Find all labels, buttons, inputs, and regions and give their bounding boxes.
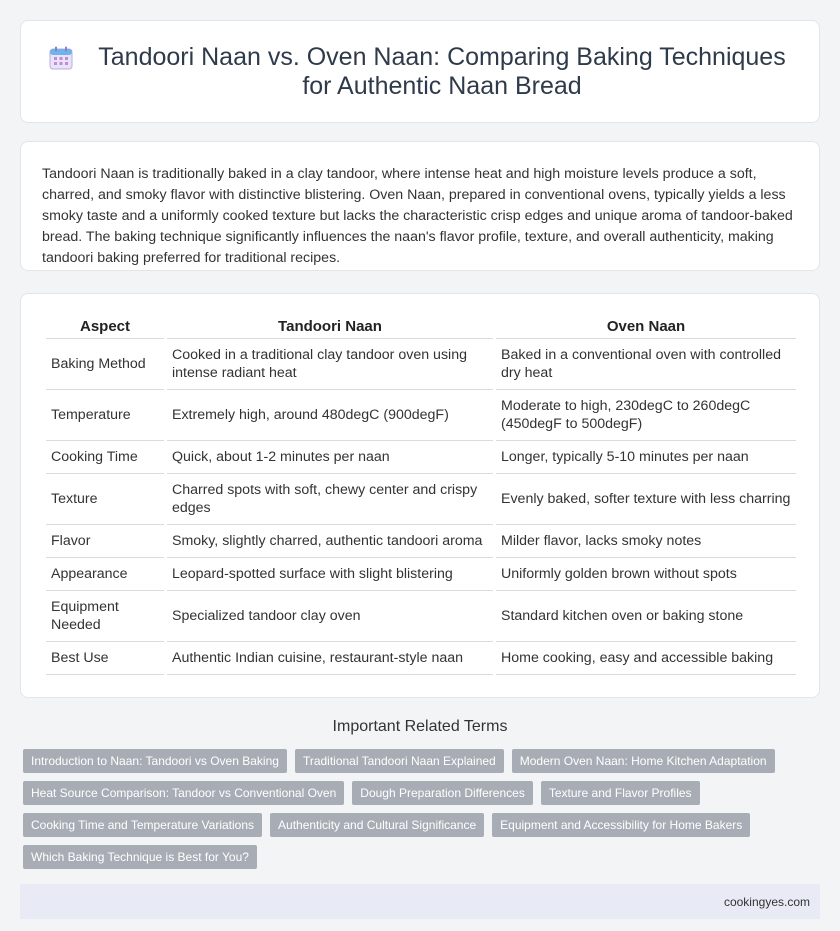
cell-aspect: Flavor [46,525,164,558]
table-row [46,390,796,441]
cell-oven: Baked in a conventional oven with controlled dry heat [496,339,796,390]
cell-aspect: Best Use [46,642,164,675]
table-row [46,642,796,675]
cell-aspect: Appearance [46,558,164,591]
cell-oven: Uniformly golden brown without spots [496,558,796,591]
calendar-icon [48,45,74,71]
comparison-table-card [20,293,820,698]
page-title: Tandoori Naan vs. Oven Naan: Comparing Baking Techniques for Authentic Naan Bread [98,42,786,100]
related-tag[interactable]: Cooking Time and Temperature Variations [23,813,262,837]
related-tag[interactable]: Introduction to Naan: Tandoori vs Oven Baking [23,749,287,773]
cell-aspect: Texture [46,474,164,525]
cell-tandoori: Smoky, slightly charred, authentic tandoori aroma [167,525,493,558]
table-row [46,558,796,591]
related-tag[interactable]: Modern Oven Naan: Home Kitchen Adaptation [512,749,775,773]
related-tag[interactable]: Dough Preparation Differences [352,781,533,805]
cell-tandoori: Specialized tandoor clay oven [167,591,493,642]
table-header-row [46,314,796,339]
table-row [46,441,796,474]
header-aspect: Aspect [46,314,164,339]
cell-tandoori: Quick, about 1-2 minutes per naan [167,441,493,474]
table-row [46,591,796,642]
related-terms-section [20,718,820,877]
cell-tandoori: Authentic Indian cuisine, restaurant-style naan [167,642,493,675]
cell-tandoori: Charred spots with soft, chewy center and crispy edges [167,474,493,525]
related-tag[interactable]: Texture and Flavor Profiles [541,781,700,805]
related-tag[interactable]: Heat Source Comparison: Tandoor vs Conventional Oven [23,781,344,805]
related-tags [20,749,820,877]
related-terms-title: Important Related Terms [332,718,508,735]
cell-tandoori: Leopard-spotted surface with slight blistering [167,558,493,591]
cell-oven: Evenly baked, softer texture with less charring [496,474,796,525]
footer-site[interactable]: cookingyes.com [723,894,810,909]
cell-aspect: Baking Method [46,339,164,390]
cell-oven: Milder flavor, lacks smoky notes [496,525,796,558]
cell-tandoori: Cooked in a traditional clay tandoor oven using intense radiant heat [167,339,493,390]
cell-oven: Home cooking, easy and accessible baking [496,642,796,675]
header-tandoori: Tandoori Naan [167,314,493,339]
cell-oven: Longer, typically 5-10 minutes per naan [496,441,796,474]
cell-aspect: Cooking Time [46,441,164,474]
table-row [46,525,796,558]
cell-aspect: Equipment Needed [46,591,164,642]
footer [20,884,820,919]
related-tag[interactable]: Which Baking Technique is Best for You? [23,845,257,869]
cell-oven: Moderate to high, 230degC to 260degC (450degF to 500degF) [496,390,796,441]
table-row [46,474,796,525]
cell-aspect: Temperature [46,390,164,441]
related-tag[interactable]: Authenticity and Cultural Significance [270,813,484,837]
related-tag[interactable]: Traditional Tandoori Naan Explained [295,749,504,773]
comparison-table [43,314,799,675]
cell-oven: Standard kitchen oven or baking stone [496,591,796,642]
intro-paragraph: Tandoori Naan is traditionally baked in a clay tandoor, where intense heat and high moisture levels produce a soft, charred, and smoky flavor with distinctive blistering. Oven Naan, prepared in conventional ovens, typically yields a less smoky taste and a uniformly cooked texture but lacks the characteristic crisp edges and unique aroma of tandoor-baked bread. The baking technique significantly influences the naan's flavor profile, texture, and overall authenticity, making tandoori baking preferred for traditional recipes. [20,141,820,271]
related-tag[interactable]: Equipment and Accessibility for Home Bakers [492,813,750,837]
table-row [46,339,796,390]
page-header [20,20,820,123]
cell-tandoori: Extremely high, around 480degC (900degF) [167,390,493,441]
header-oven: Oven Naan [496,314,796,339]
